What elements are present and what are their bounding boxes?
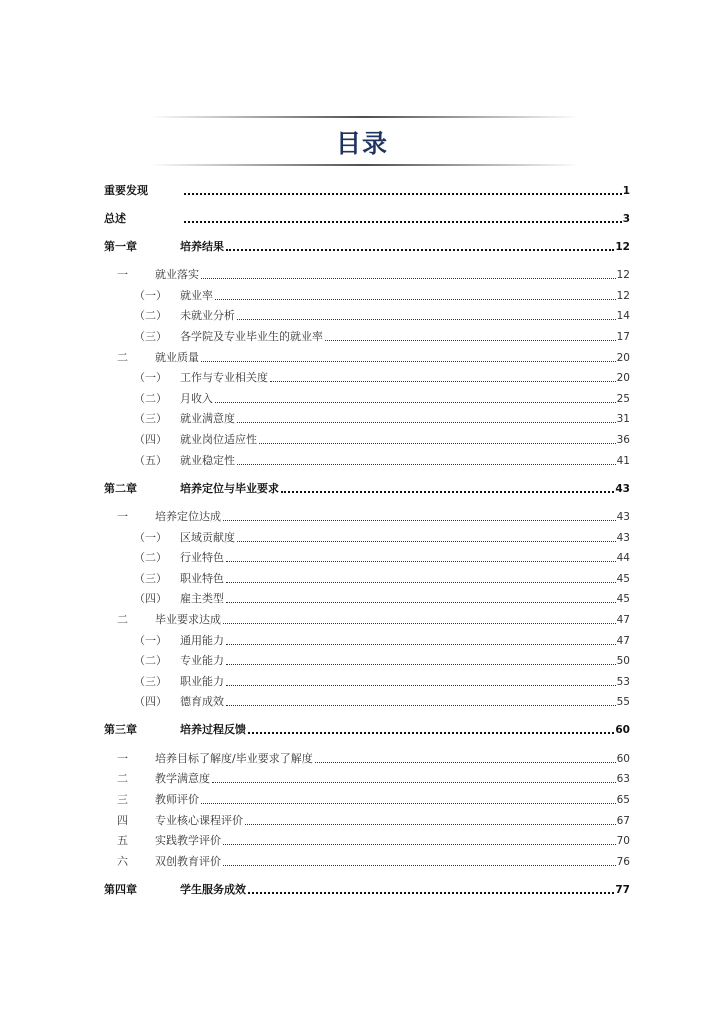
toc-page-number: 31 xyxy=(616,413,630,425)
toc-page-number: 77 xyxy=(615,884,630,896)
toc-entry-number: （三） xyxy=(134,330,167,343)
toc-entry[interactable] xyxy=(117,266,630,282)
toc-page-number: 47 xyxy=(616,614,630,626)
toc-page-number: 14 xyxy=(616,310,630,322)
toc-entry-number: 重要发现 xyxy=(104,184,148,197)
toc-entry[interactable] xyxy=(134,673,630,689)
toc-leader-dots xyxy=(270,380,616,382)
toc-entry-label: 职业能力 xyxy=(180,675,224,688)
toc-entry-label: 毕业要求达成 xyxy=(155,613,221,626)
toc-leader-dots xyxy=(184,220,622,223)
toc-leader-dots xyxy=(226,601,616,603)
toc-entry-label: 月收入 xyxy=(180,392,213,405)
toc-page-number: 43 xyxy=(615,483,630,495)
toc-page-number: 63 xyxy=(616,773,630,785)
toc-page-number: 70 xyxy=(616,835,630,847)
toc-page-number: 45 xyxy=(616,573,630,585)
toc-entry-label: 培养过程反馈 xyxy=(180,723,246,736)
toc-entry-number: 第四章 xyxy=(104,883,137,896)
toc-leader-dots xyxy=(248,731,614,734)
toc-entry-number: 一 xyxy=(117,752,128,765)
toc-entry[interactable] xyxy=(117,611,630,627)
toc-page-number: 12 xyxy=(615,241,630,253)
toc-entry-number: （二） xyxy=(134,392,167,405)
toc-leader-dots xyxy=(223,843,616,845)
toc-entry-number: （五） xyxy=(134,454,167,467)
toc-entry-label: 就业质量 xyxy=(155,351,199,364)
toc-entry-number: （一） xyxy=(134,634,167,647)
toc-leader-dots xyxy=(215,401,616,403)
toc-entry[interactable] xyxy=(117,812,630,828)
toc-entry-label: 专业能力 xyxy=(180,654,224,667)
toc-entry-number: （一） xyxy=(134,531,167,544)
toc-entry[interactable] xyxy=(117,750,630,766)
toc-leader-dots xyxy=(223,622,616,624)
toc-entry[interactable] xyxy=(117,508,630,524)
toc-entry[interactable] xyxy=(134,431,630,447)
toc-entry[interactable] xyxy=(134,693,630,709)
toc-entry-label: 区域贡献度 xyxy=(180,531,235,544)
toc-page-number: 41 xyxy=(616,455,630,467)
toc-entry[interactable] xyxy=(134,390,630,406)
toc-entry-number: 总述 xyxy=(104,212,126,225)
toc-entry[interactable] xyxy=(134,307,630,323)
toc-page-number: 20 xyxy=(616,352,630,364)
toc-entry-number: 一 xyxy=(117,510,128,523)
toc-entry[interactable] xyxy=(134,328,630,344)
toc-leader-dots xyxy=(226,560,616,562)
toc-leader-dots xyxy=(281,490,614,493)
toc-entry-label: 培养目标了解度/毕业要求了解度 xyxy=(155,752,313,765)
toc-entry[interactable] xyxy=(134,452,630,468)
toc-entry-number: （一） xyxy=(134,289,167,302)
toc-entry-number: 五 xyxy=(117,834,128,847)
toc-entry-label: 就业岗位适应性 xyxy=(180,433,257,446)
toc-leader-dots xyxy=(248,891,614,894)
toc-leader-dots xyxy=(223,864,616,866)
toc-page-number: 20 xyxy=(616,372,630,384)
toc-entry-number: 第三章 xyxy=(104,723,137,736)
toc-leader-dots xyxy=(212,781,616,783)
toc-leader-dots xyxy=(215,298,616,300)
toc-leader-dots xyxy=(226,248,614,251)
toc-leader-dots xyxy=(226,663,616,665)
toc-page-number: 43 xyxy=(616,532,630,544)
toc-entry[interactable] xyxy=(134,570,630,586)
toc-entry-label: 就业稳定性 xyxy=(180,454,235,467)
toc-leader-dots xyxy=(237,540,616,542)
toc-entry[interactable] xyxy=(134,590,630,606)
toc-entry[interactable] xyxy=(104,182,630,198)
toc-entry-number: （二） xyxy=(134,654,167,667)
toc-entry[interactable] xyxy=(117,853,630,869)
toc-page-number: 1 xyxy=(622,185,630,197)
toc-entry-label: 学生服务成效 xyxy=(180,883,246,896)
toc-entry[interactable] xyxy=(117,770,630,786)
toc-entry-number: （二） xyxy=(134,551,167,564)
toc-leader-dots xyxy=(223,519,616,521)
toc-leader-dots xyxy=(237,421,616,423)
toc-leader-dots xyxy=(226,704,616,706)
toc-entry[interactable] xyxy=(104,210,630,226)
toc-entry-number: （二） xyxy=(134,309,167,322)
toc-page-number: 65 xyxy=(616,794,630,806)
toc-entry[interactable] xyxy=(134,369,630,385)
toc-leader-dots xyxy=(184,192,622,195)
toc-page-number: 55 xyxy=(616,696,630,708)
toc-entry-number: 第一章 xyxy=(104,240,137,253)
toc-entry[interactable] xyxy=(134,652,630,668)
toc-entry-label: 职业特色 xyxy=(180,572,224,585)
toc-entry-label: 通用能力 xyxy=(180,634,224,647)
toc-page-number: 12 xyxy=(616,290,630,302)
toc-entry[interactable] xyxy=(134,410,630,426)
toc-entry-label: 就业落实 xyxy=(155,268,199,281)
toc-entry[interactable] xyxy=(117,349,630,365)
toc-page-number: 43 xyxy=(616,511,630,523)
toc-page-number: 36 xyxy=(616,434,630,446)
toc-page-number: 3 xyxy=(622,213,630,225)
toc-page-number: 17 xyxy=(616,331,630,343)
toc-entry[interactable] xyxy=(134,632,630,648)
toc-leader-dots xyxy=(226,643,616,645)
toc-entry-number: 一 xyxy=(117,268,128,281)
toc-entry-label: 各学院及专业毕业生的就业率 xyxy=(180,330,323,343)
toc-page-number: 45 xyxy=(616,593,630,605)
toc-entry-number: （三） xyxy=(134,675,167,688)
toc-entry-number: （一） xyxy=(134,371,167,384)
toc-entry-number: 二 xyxy=(117,351,128,364)
toc-entry-number: （四） xyxy=(134,695,167,708)
toc-entry-label: 双创教育评价 xyxy=(155,855,221,868)
toc-entry-label: 德育成效 xyxy=(180,695,224,708)
title-bottom-rule xyxy=(150,164,580,166)
toc-leader-dots xyxy=(315,761,616,763)
toc-page-number: 60 xyxy=(616,753,630,765)
toc-entry-number: 第二章 xyxy=(104,482,137,495)
toc-entry-number: （四） xyxy=(134,592,167,605)
toc-page-number: 44 xyxy=(616,552,630,564)
toc-page-number: 53 xyxy=(616,676,630,688)
title-top-rule xyxy=(150,116,580,118)
toc-page-number: 67 xyxy=(616,815,630,827)
toc-entry[interactable] xyxy=(117,791,630,807)
toc-entry-label: 培养结果 xyxy=(180,240,224,253)
toc-entry[interactable] xyxy=(104,238,630,254)
toc-leader-dots xyxy=(226,581,616,583)
toc-entry-label: 实践教学评价 xyxy=(155,834,221,847)
toc-leader-dots xyxy=(245,823,616,825)
toc-entry-number: （三） xyxy=(134,572,167,585)
toc-page-number: 50 xyxy=(616,655,630,667)
toc-entry-number: 六 xyxy=(117,855,128,868)
toc-leader-dots xyxy=(259,442,616,444)
toc-entry[interactable] xyxy=(134,287,630,303)
toc-leader-dots xyxy=(237,463,616,465)
toc-leader-dots xyxy=(325,339,616,341)
toc-entry[interactable] xyxy=(104,881,630,897)
toc-entry-number: 四 xyxy=(117,814,128,827)
toc-entry-label: 行业特色 xyxy=(180,551,224,564)
toc-entry[interactable] xyxy=(117,832,630,848)
toc-entry-label: 就业满意度 xyxy=(180,412,235,425)
toc-leader-dots xyxy=(201,802,616,804)
toc-leader-dots xyxy=(226,684,616,686)
page-title: 目录 xyxy=(335,129,388,158)
toc-page-number: 25 xyxy=(616,393,630,405)
toc-entry-number: 三 xyxy=(117,793,128,806)
toc-entry-label: 专业核心课程评价 xyxy=(155,814,243,827)
toc-entry[interactable] xyxy=(134,549,630,565)
toc-entry[interactable] xyxy=(134,529,630,545)
toc-entry-label: 雇主类型 xyxy=(180,592,224,605)
toc-page-number: 12 xyxy=(616,269,630,281)
toc-entry-label: 培养定位达成 xyxy=(155,510,221,523)
toc-leader-dots xyxy=(237,318,616,320)
toc-entry[interactable] xyxy=(104,480,630,496)
toc-entry-number: （四） xyxy=(134,433,167,446)
toc-entry-label: 工作与专业相关度 xyxy=(180,371,268,384)
toc-entry-label: 培养定位与毕业要求 xyxy=(180,482,279,495)
toc-entry-number: 二 xyxy=(117,613,128,626)
toc-leader-dots xyxy=(201,277,616,279)
toc-leader-dots xyxy=(201,360,616,362)
toc-entry-label: 教学满意度 xyxy=(155,772,210,785)
toc-entry-number: 二 xyxy=(117,772,128,785)
toc-page-number: 76 xyxy=(616,856,630,868)
toc-page-number: 47 xyxy=(616,635,630,647)
toc-entry[interactable] xyxy=(104,721,630,737)
toc-page-number: 60 xyxy=(615,724,630,736)
toc-entry-label: 就业率 xyxy=(180,289,213,302)
toc-entry-number: （三） xyxy=(134,412,167,425)
toc-entry-label: 未就业分析 xyxy=(180,309,235,322)
toc-entry-label: 教师评价 xyxy=(155,793,199,806)
